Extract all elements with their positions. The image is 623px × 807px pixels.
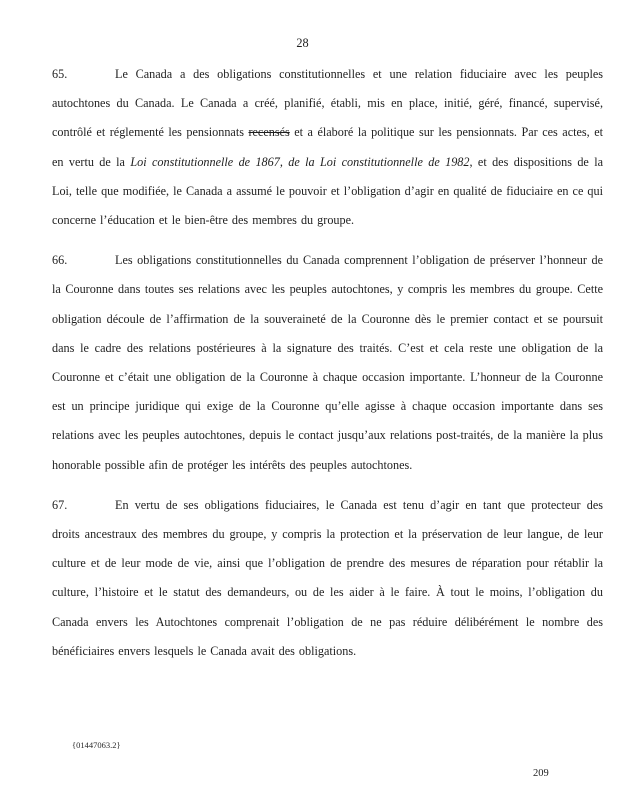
italic-text: Loi constitutionnelle de 1867, de la Loi constitutionnelle de 1982 [130, 154, 470, 169]
header-page-number: 28 [296, 36, 309, 50]
text-run: , et des dispositions de la Loi, telle que modifiée, le Canada a assumé le pouvoir et l’obligation d’agir en qualité de fiduciaire en ce qui concerne l’éducation et le bien-être des membres du groupe. [52, 154, 603, 228]
text-run: Les obligations constitutionnelles du Canada comprennent l’obligation de préserver l’honneur de la Couronne dans toutes ses relations avec les peuples autochtones, y compris les membres du groupe. Cette obligation découle de l’affirmation de la souveraineté de la Couronne dès le premier contact et se poursuit dans le cadre des relations postérieures à la signature des traités. C’est et cela reste une obligation de la Couronne et c’était une obligation de la Couronne à chaque occasion importante. L’honneur de la Couronne est un principe juridique qui exige de la Couronne qu’elle agisse à chaque occasion importante dans ses relations avec les peuples autochtones, depuis le contact jusqu’aux relations post-traités, de la manière la plus honorable possible afin de protéger les intérêts des peuples autochtones. [52, 253, 603, 472]
paragraph-number: 67. [52, 497, 68, 512]
strikethrough-text: recensés [248, 125, 290, 140]
text-run: et a élaboré la politique sur les pensionnats. Par ces actes, et en vertu de la [52, 125, 603, 169]
paragraph-number: 65. [52, 67, 68, 81]
paragraph [52, 246, 603, 480]
paragraph-number: 66. [52, 253, 68, 268]
text-run: En vertu de ses obligations fiduciaires, le Canada est tenu d’agir en tant que protecteur des droits ancestraux des membres du groupe, y compris la protection et la préservation de leur langue, de leur culture et de leur mode de vie, ainsi que l’obligation de prendre des mesures de réparation pour rétablir la culture, l’histoire et le statut des demandeurs, ou de les aider à le faire. À tout le moins, l’obligation du Canada envers les Autochtones comprenait l’obligation de ne pas réduire délibérément le nombre des bénéficiaires envers lesquels le Canada avait des obligations. [52, 497, 603, 658]
paragraph [52, 491, 603, 666]
document-body [52, 60, 603, 666]
paragraph [52, 60, 603, 235]
text-run: Le Canada a des obligations constitutionnelles et une relation fiduciaire avec les peuples autochtones du Canada. Le Canada a créé, planifié, établi, mis en place, initié, géré, financé, supervisé, contrôlé et réglementé les pensionnats [52, 67, 603, 140]
footer-document-id: {01447063.2} [72, 740, 121, 750]
footer-page-number: 209 [533, 768, 549, 779]
